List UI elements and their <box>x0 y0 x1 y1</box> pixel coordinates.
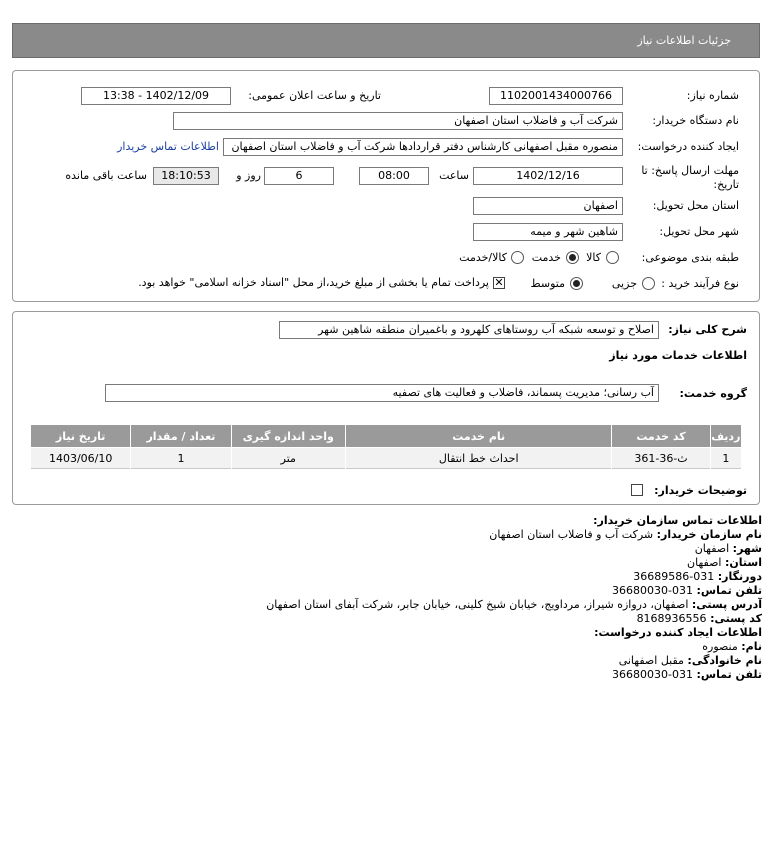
contact-title: اطلاعات تماس سازمان خریدار: <box>593 514 762 527</box>
days-field[interactable]: 6 <box>264 167 334 185</box>
org-value: شرکت آب و فاضلاب استان اصفهان <box>489 528 654 541</box>
category-label: طبقه بندی موضوعی: <box>641 251 739 264</box>
cell-service-name: احداث خط انتقال <box>346 448 611 469</box>
city-label: شهر: <box>732 542 762 555</box>
col-row: ردیف <box>711 425 741 447</box>
postal-value: 8168936556 <box>636 612 707 625</box>
cell-service-code: ث-36-361 <box>612 448 709 469</box>
deadline-label: مهلت ارسال پاسخ: تا <box>641 164 739 177</box>
category-option-both: کالا/خدمت <box>459 251 507 264</box>
services-title: اطلاعات خدمات مورد نیاز <box>609 349 747 362</box>
phone-value: 031-36680030 <box>612 584 694 597</box>
service-group-label: گروه خدمت: <box>679 387 747 400</box>
address-value: اصفهان، دروازه شیراز، مرداویج، خیابان شیخ کلینی، خیابان جابر، شرکت آبفای استان اصفهان <box>266 598 689 611</box>
process-radio-small[interactable] <box>642 277 655 290</box>
family-label: نام خانوادگی: <box>687 654 762 667</box>
service-group-field[interactable]: آب رسانی؛ مدیریت پسماند، فاضلاب و فعالیت های تصفیه <box>105 384 659 402</box>
announce-field[interactable]: 1402/12/09 - 13:38 <box>81 87 231 105</box>
need-number-field[interactable]: 1102001434000766 <box>489 87 623 105</box>
category-option-khedmat: خدمت <box>531 251 561 264</box>
table-row[interactable] <box>31 448 741 469</box>
description-field[interactable]: اصلاح و توسعه شبکه آب روستاهای کلهرود و باغمیران منطقه شاهین شهر <box>279 321 659 339</box>
province-label: استان محل تحویل: <box>652 199 739 212</box>
cell-quantity: 1 <box>131 448 230 469</box>
col-quantity: تعداد / مقدار <box>131 425 230 447</box>
treasury-checkbox[interactable]: ✕ <box>494 276 504 289</box>
deadline-date-label: تاریخ: <box>713 178 739 191</box>
phone-label: تلفن تماس: <box>696 584 762 597</box>
city-label: شهر محل تحویل: <box>659 225 739 238</box>
contact-phone-line <box>612 584 762 597</box>
contact-buyer-link[interactable]: اطلاعات تماس خریدار <box>117 140 219 153</box>
province-label: استان: <box>725 556 762 569</box>
city-field[interactable]: شاهین شهر و میمه <box>473 223 623 241</box>
fax-label: دورنگار: <box>717 570 762 583</box>
description-panel <box>12 311 760 505</box>
category-radio-kala[interactable] <box>606 251 619 264</box>
name-value: منصوره <box>702 640 738 653</box>
creator-phone-line <box>612 668 762 681</box>
col-service-name: نام خدمت <box>346 425 611 447</box>
family-value: مقبل اصفهانی <box>618 654 684 667</box>
category-radio-both[interactable] <box>511 251 524 264</box>
page-title: جزئیات اطلاعات نیاز <box>637 34 731 47</box>
time-label: ساعت <box>439 169 469 182</box>
creator-field[interactable]: منصوره مقبل اصفهانی کارشناس دفتر قراردادها شرکت آب و فاضلاب استان اصفهان <box>223 138 623 156</box>
creator-title: اطلاعات ایجاد کننده درخواست: <box>594 626 762 639</box>
name-label: نام: <box>741 640 762 653</box>
fax-value: 031-36689586 <box>633 570 715 583</box>
postal-label: کد پستی: <box>710 612 762 625</box>
remaining-label: ساعت باقی مانده <box>65 169 147 182</box>
category-radio-khedmat[interactable] <box>566 251 579 264</box>
remaining-time-field: 18:10:53 <box>153 167 219 185</box>
creator-name-line <box>702 640 762 653</box>
contact-postal-line <box>637 612 762 625</box>
col-unit: واحد اندازه گیری <box>232 425 345 447</box>
deadline-date-field[interactable]: 1402/12/16 <box>473 167 623 185</box>
buyer-notes-checkbox[interactable] <box>631 484 643 496</box>
contact-address-line <box>266 598 762 611</box>
cell-unit: متر <box>232 448 345 469</box>
description-label: شرح کلی نیاز: <box>668 323 747 336</box>
process-option-medium: متوسط <box>530 277 565 290</box>
services-table <box>30 424 742 470</box>
table-header-row <box>31 425 741 447</box>
need-info-panel <box>12 70 760 302</box>
province-value: اصفهان <box>687 556 722 569</box>
creator-phone-label: تلفن تماس: <box>696 668 762 681</box>
cell-need-date: 1403/06/10 <box>31 448 130 469</box>
province-field[interactable]: اصفهان <box>473 197 623 215</box>
city-value: اصفهان <box>694 542 730 555</box>
buyer-org-label: نام دستگاه خریدار: <box>652 114 739 127</box>
page-header <box>12 23 760 58</box>
creator-label: ایجاد کننده درخواست: <box>637 140 739 153</box>
contact-city-line <box>695 542 762 555</box>
contact-fax-line <box>633 570 762 583</box>
process-radio-medium[interactable] <box>570 277 583 290</box>
cell-row: 1 <box>711 448 741 469</box>
payment-note: پرداخت تمام یا بخشی از مبلغ خرید،از محل "اسناد خزانه اسلامی" خواهد بود. <box>138 276 489 289</box>
deadline-time-field[interactable]: 08:00 <box>359 167 429 185</box>
org-label: نام سازمان خریدار: <box>656 528 762 541</box>
buyer-org-field[interactable]: شرکت آب و فاضلاب استان اصفهان <box>173 112 623 130</box>
buyer-notes-label: توضیحات خریدار: <box>654 484 747 497</box>
address-label: آدرس پستی: <box>691 598 762 611</box>
process-label: نوع فرآیند خرید : <box>661 277 739 290</box>
contact-province-line <box>687 556 762 569</box>
contact-org-line <box>489 528 762 541</box>
process-option-small: جزیی <box>611 277 637 290</box>
announce-label: تاریخ و ساعت اعلان عمومی: <box>248 89 381 102</box>
col-service-code: کد خدمت <box>612 425 709 447</box>
creator-phone-value: 031-36680030 <box>612 668 694 681</box>
creator-family-line <box>619 654 762 667</box>
days-label: روز و <box>236 169 261 182</box>
category-option-kala: کالا <box>586 251 601 264</box>
col-need-date: تاریخ نیاز <box>31 425 130 447</box>
need-number-label: شماره نیاز: <box>686 89 739 102</box>
